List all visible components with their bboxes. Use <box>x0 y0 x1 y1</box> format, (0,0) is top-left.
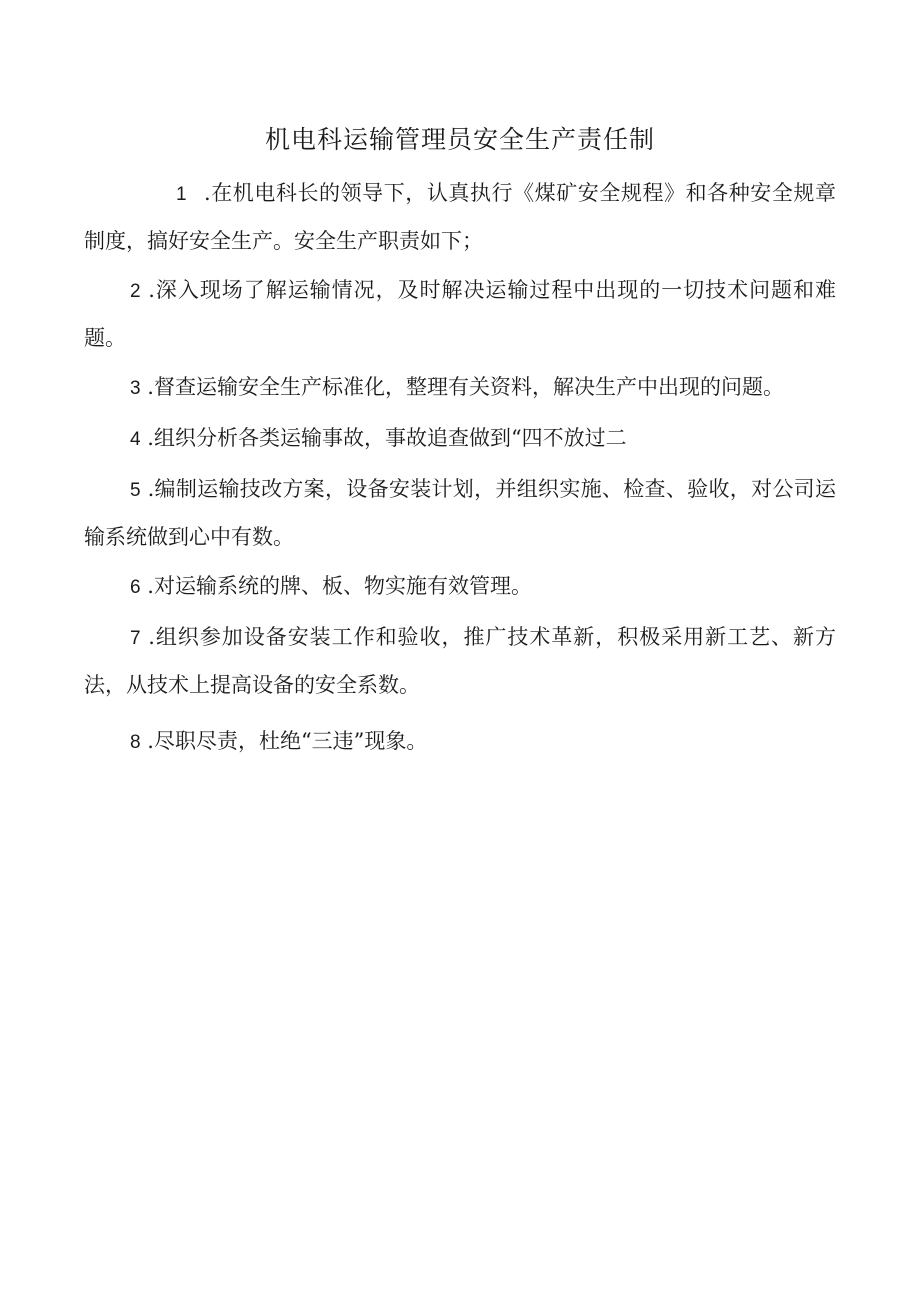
list-item <box>84 718 836 766</box>
document-title: 机电科运输管理员安全生产责任制 <box>264 125 655 154</box>
item-number: 8 <box>130 732 141 753</box>
item-text: .组织分析各类运输事故，事故追查做到“四不放过二 <box>147 426 627 450</box>
document-body <box>84 170 836 766</box>
item-number: 3 <box>130 378 141 399</box>
item-text: .深入现场了解运输情况，及时解决运输过程中出现的一切技术问题和难题。 <box>84 278 836 350</box>
item-number: 1 <box>176 184 187 205</box>
list-item <box>84 563 836 611</box>
list-item <box>84 415 836 463</box>
item-text: .对运输系统的牌、板、物实施有效管理。 <box>147 574 532 598</box>
list-item <box>84 364 836 412</box>
item-number: 7 <box>130 628 141 649</box>
list-item <box>84 466 836 560</box>
item-number: 2 <box>130 281 141 302</box>
list-item <box>84 267 836 361</box>
item-text: .尽职尽责，杜绝“三违”现象。 <box>147 729 428 753</box>
item-text: .组织参加设备安装工作和验收，推广技术革新，积极采用新工艺、新方法，从技术上提高设备的安全系数。 <box>84 625 836 697</box>
item-text: .督查运输安全生产标准化，整理有关资料，解决生产中出现的问题。 <box>147 375 784 399</box>
list-item <box>84 614 836 708</box>
item-number: 4 <box>130 429 141 450</box>
item-text: .编制运输技改方案，设备安装计划，并组织实施、检查、验收，对公司运输系统做到心中有数。 <box>84 477 836 549</box>
list-item <box>84 170 836 264</box>
item-text: .在机电科长的领导下，认真执行《煤矿安全规程》和各种安全规章制度，搞好安全生产。安全生产职责如下； <box>84 181 836 253</box>
item-number: 5 <box>130 480 141 501</box>
item-number: 6 <box>130 577 141 598</box>
